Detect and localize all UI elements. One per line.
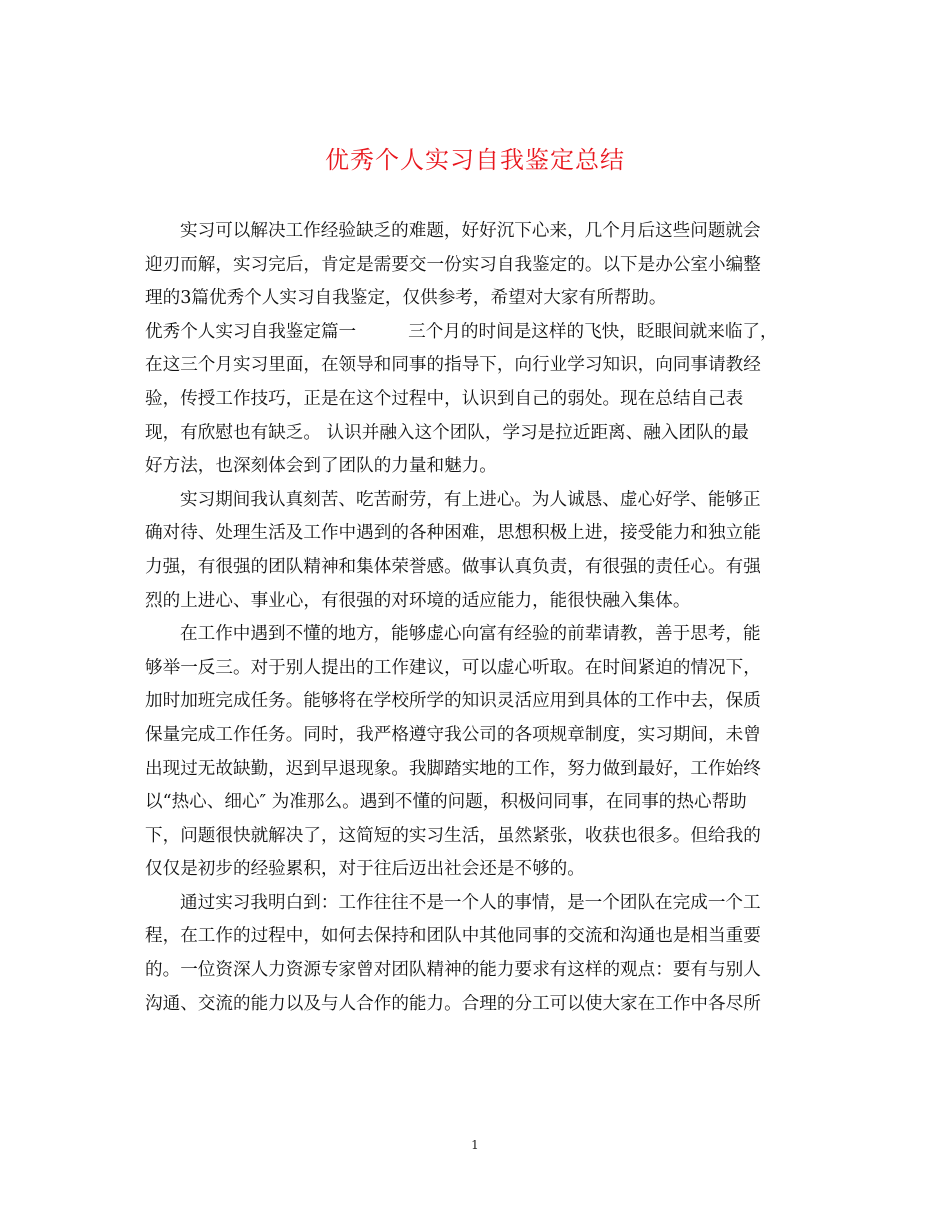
section-heading: 优秀个人实习自我鉴定篇一 [145, 321, 357, 342]
text-line: 确对待、处理生活及工作中遇到的各种困难，思想积极上进，接受能力和独立能 [145, 523, 761, 544]
text-line: 实习期间我认真刻苦、吃苦耐劳，有上进心。为人诚恳、虚心好学、能够正 [180, 489, 761, 510]
document-body [145, 215, 810, 1021]
text-line: 以“热心、细心″ 为准那么。遇到不懂的问题，积极问同事，在同事的热心帮助 [145, 792, 747, 813]
text-line: 三个月的时间是这样的飞快，眨眼间就来临了， [408, 321, 778, 342]
text-line: 在工作中遇到不懂的地方，能够虚心向富有经验的前辈请教，善于思考，能 [180, 624, 761, 645]
text-line: 在这三个月实习里面，在领导和同事的指导下，向行业学习知识，向同事请教经 [145, 355, 761, 376]
text-line: 够举一反三。对于别人提出的工作建议，可以虚心听取。在时间紧迫的情况下， [145, 657, 761, 678]
text-line: 好方法，也深刻体会到了团队的力量和魅力。 [145, 456, 497, 477]
text-line: 程，在工作的过程中，如何去保持和团队中其他同事的交流和沟通也是相当重要 [145, 926, 761, 947]
text-line: 沟通、交流的能力以及与人合作的能力。合理的分工可以使大家在工作中各尽所 [145, 993, 761, 1014]
text-line: 下，问题很快就解决了，这简短的实习生活，虽然紧张，收获也很多。但给我的 [145, 825, 761, 846]
page-number: 1 [471, 1138, 479, 1152]
text-line: 保量完成工作任务。同时，我严格遵守我公司的各项规章制度，实习期间，未曾 [145, 724, 761, 745]
text-line: 出现过无故缺勤，迟到早退现象。我脚踏实地的工作，努力做到最好，工作始终 [145, 758, 761, 779]
text-line: 加时加班完成任务。能够将在学校所学的知识灵活应用到具体的工作中去，保质 [145, 691, 761, 712]
text-line: 理的3篇优秀个人实习自我鉴定，仅供参考，希望对大家有所帮助。 [145, 288, 667, 309]
text-line: 仅仅是初步的经验累积，对于往后迈出社会还是不够的。 [145, 859, 585, 880]
document-title: 优秀个人实习自我鉴定总结 [325, 146, 625, 174]
text-line: 通过实习我明白到：工作往往不是一个人的事情，是一个团队在完成一个工 [180, 892, 761, 913]
text-line: 验，传授工作技巧，正是在这个过程中，认识到自己的弱处。现在总结自己表 [145, 388, 744, 409]
text-line: 现，有欣慰也有缺乏。 认识并融入这个团队，学习是拉近距离、融入团队的最 [145, 422, 749, 443]
section-heading-line [145, 316, 810, 350]
text-line: 烈的上进心、事业心，有很强的对环境的适应能力，能很快融入集体。 [145, 590, 691, 611]
text-line: 实习可以解决工作经验缺乏的难题，好好沉下心来，几个月后这些问题就会 [180, 221, 761, 241]
text-line: 迎刃而解，实习完后，肯定是需要交一份实习自我鉴定的。以下是办公室小编整 [145, 254, 761, 275]
text-line: 力强，有很强的团队精神和集体荣誉感。做事认真负责，有很强的责任心。有强 [145, 556, 761, 577]
text-line: 的。一位资深人力资源专家曾对团队精神的能力要求有这样的观点：要有与别人 [145, 960, 761, 981]
